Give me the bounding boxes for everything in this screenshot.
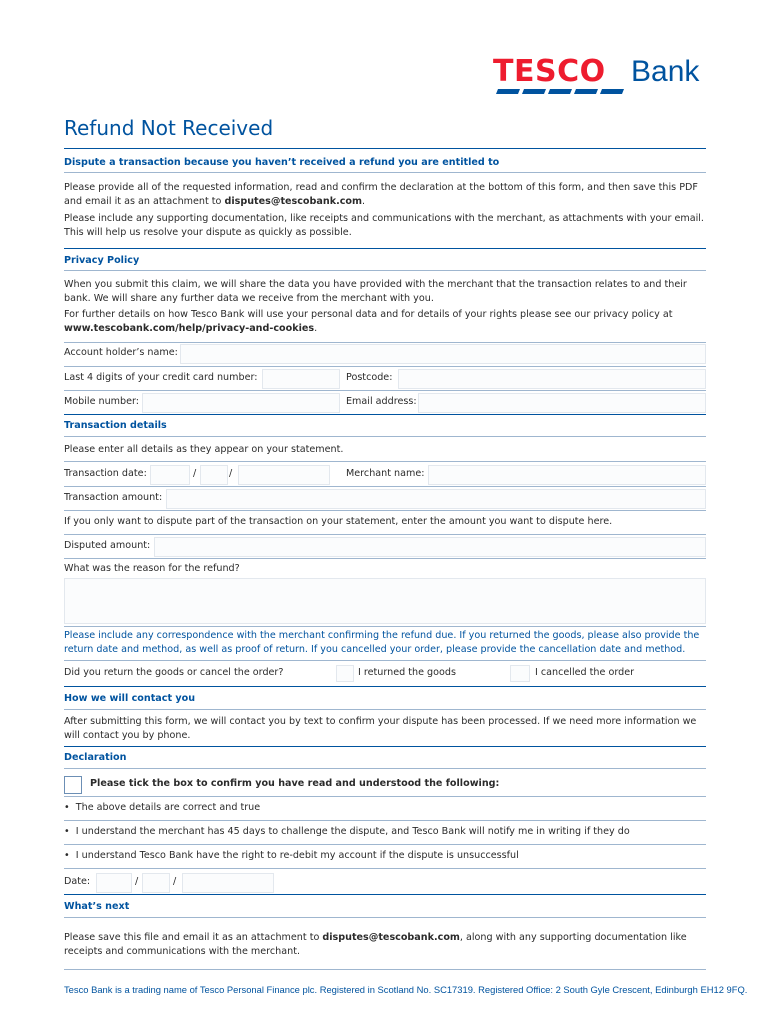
footer-legal-text: Tesco Bank is a trading name of Tesco Personal Finance plc. Registered in Scotland No. SC17319. Registered Office: 2 South Gyle Crescent, Edinburgh EH12 9FQ. <box>64 984 748 995</box>
divider <box>64 248 706 249</box>
divider <box>64 894 706 895</box>
postcode-label: Postcode: <box>346 372 393 383</box>
divider <box>64 148 706 149</box>
statement-note: Please enter all details as they appear on your statement. <box>64 444 344 455</box>
transaction-day-input[interactable] <box>150 465 190 485</box>
correspondence-note: Please include any correspondence with the merchant confirming the refund due. If you returned the goods, please also provide the return date and method, as well as proof of return. If you cancelled your order, please provide the cancellation date and method. <box>64 630 700 655</box>
declaration-day-input[interactable] <box>96 873 132 893</box>
divider <box>64 172 706 173</box>
divider <box>64 558 706 559</box>
returned-goods-label: I returned the goods <box>358 667 456 678</box>
date-separator: / <box>193 468 197 479</box>
logo-tesco-wordmark: TESCO <box>493 54 606 89</box>
postcode-input[interactable] <box>398 369 706 389</box>
declaration-date-label: Date: <box>64 876 91 887</box>
divider <box>64 390 706 391</box>
contact-heading: How we will contact you <box>64 693 196 704</box>
divider <box>64 436 706 437</box>
declaration-checkbox[interactable] <box>64 776 82 794</box>
transaction-amount-input[interactable] <box>166 489 706 509</box>
whats-next-heading: What’s next <box>64 901 130 912</box>
divider <box>64 510 706 511</box>
tesco-bank-logo <box>493 56 707 96</box>
account-holder-label: Account holder’s name: <box>64 347 178 358</box>
divider <box>64 626 706 627</box>
privacy-heading: Privacy Policy <box>64 255 140 266</box>
disputed-amount-label: Disputed amount: <box>64 540 151 551</box>
whats-next-email: disputes@tescobank.com <box>322 932 460 943</box>
divider <box>64 844 706 845</box>
logo-bank-wordmark: Bank <box>631 55 700 88</box>
privacy-link[interactable]: www.tescobank.com/help/privacy-and-cookies <box>64 323 315 334</box>
transaction-date-label: Transaction date: <box>64 468 147 479</box>
declaration-heading: Declaration <box>64 752 127 763</box>
partial-dispute-note: If you only want to dispute part of the transaction on your statement, enter the amount you want to dispute here. <box>64 516 613 527</box>
divider <box>64 746 706 747</box>
logo-stripes-icon <box>496 89 624 94</box>
date-separator: / <box>229 468 233 479</box>
divider <box>64 461 706 462</box>
divider <box>64 342 706 343</box>
divider <box>64 820 706 821</box>
divider <box>64 969 706 970</box>
declaration-item: • The above details are correct and true <box>64 802 261 813</box>
date-separator: / <box>173 876 177 887</box>
divider <box>64 868 706 869</box>
declaration-year-input[interactable] <box>182 873 274 893</box>
merchant-name-label: Merchant name: <box>346 468 425 479</box>
mobile-input[interactable] <box>142 393 340 413</box>
transaction-heading: Transaction details <box>64 420 167 431</box>
mobile-label: Mobile number: <box>64 396 140 407</box>
refund-reason-input[interactable] <box>64 578 706 624</box>
merchant-name-input[interactable] <box>428 465 706 485</box>
divider <box>64 270 706 271</box>
declaration-month-input[interactable] <box>142 873 170 893</box>
card-digits-label: Last 4 digits of your credit card number: <box>64 372 258 383</box>
divider <box>64 709 706 710</box>
page-title: Refund Not Received <box>64 116 274 140</box>
divider <box>64 486 706 487</box>
intro-paragraph-2: Please include any supporting documentation, like receipts and communications with the merchant, as attachments with your email. This will help us resolve your dispute as quickly as possible. <box>64 213 704 238</box>
page-subtitle: Dispute a transaction because you haven’t received a refund you are entitled to <box>64 157 500 168</box>
email-input[interactable] <box>418 393 706 413</box>
divider <box>64 660 706 661</box>
cancelled-order-label: I cancelled the order <box>535 667 635 678</box>
return-question-label: Did you return the goods or cancel the order? <box>64 667 284 678</box>
returned-goods-checkbox[interactable] <box>336 665 354 682</box>
divider <box>64 414 706 415</box>
account-holder-input[interactable] <box>180 344 706 364</box>
transaction-month-input[interactable] <box>200 465 228 485</box>
intro-paragraph-1: Please provide all of the requested information, read and confirm the declaration at the bottom of this form, and then save this PDF and email it as an attachment to disputes@tescobank.com. <box>64 182 698 207</box>
divider <box>64 686 706 687</box>
divider <box>64 534 706 535</box>
divider <box>64 768 706 769</box>
disputed-amount-input[interactable] <box>154 537 706 557</box>
card-digits-input[interactable] <box>262 369 340 389</box>
divider <box>64 366 706 367</box>
refund-reason-label: What was the reason for the refund? <box>64 563 240 574</box>
declaration-item: • I understand the merchant has 45 days to challenge the dispute, and Tesco Bank will notify me in writing if they do <box>64 826 630 837</box>
privacy-paragraph-2: For further details on how Tesco Bank will use your personal data and for details of your rights please see our privacy policy at www.tescobank.com/help/privacy-and-cookies. <box>64 309 673 334</box>
contact-paragraph: After submitting this form, we will contact you by text to confirm your dispute has been processed. If we need more information we will contact you by phone. <box>64 716 697 741</box>
declaration-confirm-label: Please tick the box to confirm you have read and understood the following: <box>90 778 500 789</box>
privacy-paragraph-1: When you submit this claim, we will share the data you have provided with the merchant that the transaction relates to and their bank. We will share any further data we receive from the merchant with you. <box>64 279 687 304</box>
divider <box>64 917 706 918</box>
transaction-amount-label: Transaction amount: <box>64 492 163 503</box>
date-separator: / <box>135 876 139 887</box>
cancelled-order-checkbox[interactable] <box>510 665 530 682</box>
declaration-item: • I understand Tesco Bank have the right to re-debit my account if the dispute is unsuccessful <box>64 850 519 861</box>
divider <box>64 796 706 797</box>
whats-next-paragraph: Please save this file and email it as an attachment to disputes@tescobank.com, along with any supporting documentation like receipts and communications with the merchant. <box>64 932 687 957</box>
email-label: Email address: <box>346 396 417 407</box>
transaction-year-input[interactable] <box>238 465 330 485</box>
dispute-email: disputes@tescobank.com <box>224 196 362 207</box>
